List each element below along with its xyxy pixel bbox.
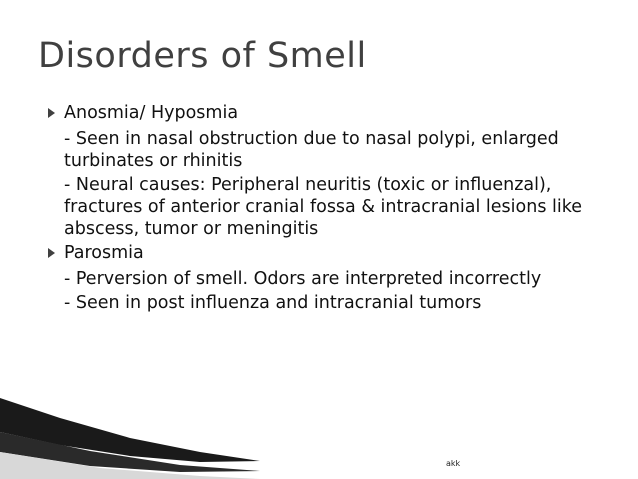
bullet-heading: Parosmia	[64, 243, 144, 263]
sub-point: - Neural causes: Peripheral neuritis (toxic or influenzal), fractures of anterior cranial fossa & intracranial lesions like abscess, tumor or meningitis	[64, 175, 583, 239]
sub-point: - Perversion of smell. Odors are interpreted incorrectly	[64, 269, 542, 289]
sub-point: - Seen in nasal obstruction due to nasal polypi, enlarged turbinates or rhinitis	[64, 129, 559, 171]
bullet-heading: Anosmia/ Hyposmia	[64, 103, 239, 123]
slide-title: Disorders of Smell	[38, 36, 367, 76]
sub-point: - Seen in post influenza and intracranial tumors	[64, 293, 482, 313]
footer-text: akk	[446, 459, 461, 468]
